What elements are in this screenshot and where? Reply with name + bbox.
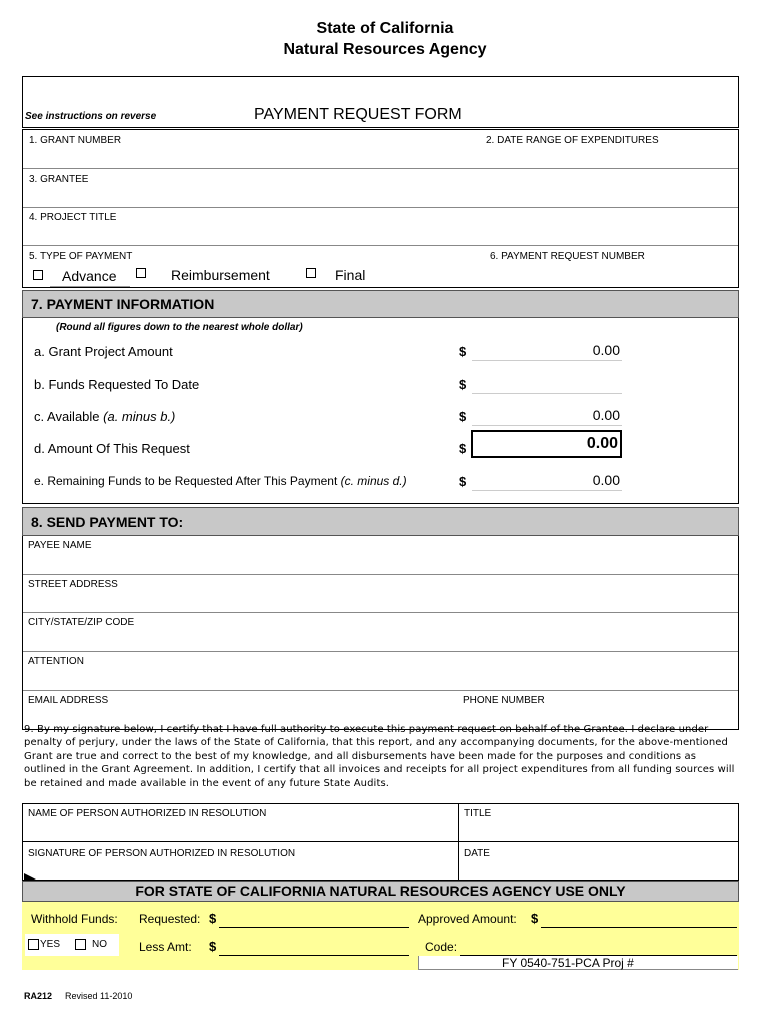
available-note: (a. minus b.) [103,409,176,424]
instructions-note: See instructions on reverse [25,111,157,122]
grantee-label: 3. GRANTEE [29,174,89,185]
funds-requested-input[interactable] [472,375,622,394]
amount-of-request-label: d. Amount Of This Request [34,441,190,456]
final-checkbox[interactable] [306,268,316,278]
divider [458,803,459,881]
currency-sign: $ [459,409,467,424]
divider [23,651,738,652]
no-checkbox[interactable] [75,939,86,950]
advance-checkbox[interactable] [33,270,43,280]
attention-label: ATTENTION [28,656,84,667]
no-label: NO [92,939,107,950]
grant-number-label: 1. GRANT NUMBER [29,135,122,146]
less-amount-label: Less Amt: [139,940,192,954]
city-state-zip-label: CITY/STATE/ZIP CODE [28,617,135,628]
available-text: c. Available [34,409,104,424]
email-address-label: EMAIL ADDRESS [28,695,109,706]
title-label: TITLE [464,808,492,819]
requested-label: Requested: [139,912,201,926]
payment-type-label: 5. TYPE OF PAYMENT [29,251,133,262]
grant-info-box [22,129,739,288]
payee-name-label: PAYEE NAME [28,540,92,551]
requested-input[interactable] [219,927,409,928]
code-label: Code: [425,940,458,954]
fy-code: FY 0540-751-PCA Proj # [502,956,634,970]
remaining-funds-note: (c. minus d.) [340,474,407,488]
phone-number-label: PHONE NUMBER [463,695,545,706]
send-payment-heading: 8. SEND PAYMENT TO: [22,507,739,536]
reimbursement-label: Reimbursement [171,267,270,283]
available-input[interactable]: 0.00 [472,407,622,426]
payment-request-number-label: 6. PAYMENT REQUEST NUMBER [490,251,645,262]
currency-sign: $ [209,911,217,926]
divider [50,286,130,287]
less-amount-input[interactable] [219,955,409,956]
authorized-name-label: NAME OF PERSON AUTHORIZED IN RESOLUTION [28,808,267,819]
form-title: PAYMENT REQUEST FORM [254,106,462,123]
divider [23,574,738,575]
currency-sign: $ [531,911,539,926]
currency-sign: $ [459,441,467,456]
declaration-box [22,724,739,803]
agency-state: State of California [316,20,454,37]
date-label: DATE [464,848,490,859]
approved-amount-label: Approved Amount: [418,912,517,926]
yes-label: YES [40,939,61,950]
remaining-funds-label [34,474,407,488]
remaining-funds-text: e. Remaining Funds to be Requested After This Payment [34,474,341,488]
divider [23,245,738,246]
rounding-note: (Round all figures down to the nearest whole dollar) [56,322,303,333]
divider [23,690,738,691]
available-label [34,409,175,424]
form-code: RA212 [24,991,53,1001]
reimbursement-checkbox[interactable] [136,268,146,278]
date-range-label: 2. DATE RANGE OF EXPENDITURES [486,135,659,146]
street-address-label: STREET ADDRESS [28,579,118,590]
final-label: Final [335,267,366,283]
revision-date: Revised 11-2010 [65,991,133,1001]
project-title-label: 4. PROJECT TITLE [29,212,117,223]
payment-info-heading: 7. PAYMENT INFORMATION [22,290,739,318]
approved-amount-input[interactable] [541,927,737,928]
divider [23,612,738,613]
send-payment-box [22,536,739,730]
currency-sign: $ [209,939,217,954]
remaining-funds-input[interactable]: 0.00 [472,472,622,491]
grant-project-amount-label: a. Grant Project Amount [34,344,173,359]
advance-label: Advance [62,268,117,284]
funds-requested-label: b. Funds Requested To Date [34,377,200,392]
amount-of-request-input[interactable]: 0.00 [471,430,622,458]
divider [23,207,738,208]
agency-name: Natural Resources Agency [283,41,487,58]
grant-project-amount-input[interactable]: 0.00 [472,342,622,361]
currency-sign: $ [459,377,467,392]
signature-label: SIGNATURE OF PERSON AUTHORIZED IN RESOLUTION [28,848,296,859]
yes-checkbox[interactable] [28,939,39,950]
divider [23,168,738,169]
state-use-heading: FOR STATE OF CALIFORNIA NATURAL RESOURCES AGENCY USE ONLY [22,881,739,902]
divider [23,841,738,842]
withhold-funds-label: Withhold Funds: [31,912,118,926]
currency-sign: $ [459,344,467,359]
declaration-text: 9. By my signature below, I certify that I have full authority to execute this payment request on behalf of the Grantee. I declare under penalty of perjury, under the laws of the State of California, that this report, and any accompanying documents, for the above-mentioned Grant are true and correct to the best of my knowledge, and all disbursements have been made for the purposes and conditions as outlined in the Grant Agreement. In addition, I certify that all invoices and receipts for all project expenditures from all funding sources will be retained and made available in the event of any future State Audits. [24,724,735,789]
currency-sign: $ [459,474,467,489]
